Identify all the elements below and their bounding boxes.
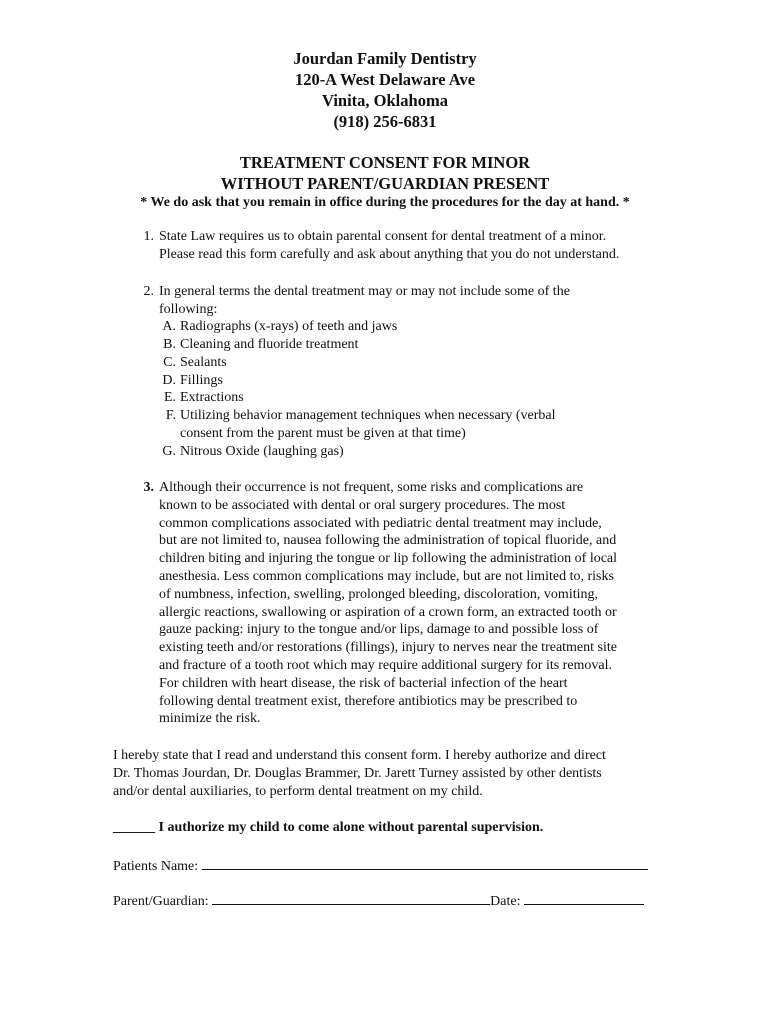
practice-phone: (918) 256-6831 (333, 112, 437, 131)
text-line: anesthesia. Less common complications may include, but are not limited to, risks (159, 568, 614, 584)
guardian-label: Parent/Guardian: (113, 894, 213, 909)
option-letter: B. (163, 337, 176, 352)
text-line: and fracture of a tooth root which may require additional surgery for its removal. (159, 657, 613, 673)
item-text (159, 228, 669, 264)
text-line: consent from the parent must be given at that time) (180, 425, 466, 441)
option-letter: G. (162, 444, 176, 459)
text-line: common complications associated with pediatric dental treatment may include, (159, 515, 602, 531)
practice-street: 120-A West Delaware Ave (294, 70, 476, 89)
item-number: 3. (143, 480, 154, 495)
option-text: Cleaning and fluoride treatment (180, 337, 359, 352)
guardian-date-row (113, 890, 668, 911)
form-title (0, 152, 770, 194)
option-text (180, 407, 660, 443)
text-line: I hereby state that I read and understand this consent form. I hereby authorize and direct (113, 748, 606, 763)
authorize-text: I authorize my child to come alone without parental supervision. (155, 820, 544, 835)
authorize-initial-blank[interactable]: ______ (113, 820, 155, 835)
item-number: 1. (143, 229, 154, 244)
text-line: minimize the risk. (159, 711, 261, 727)
text-line: but are not limited to, nausea following the administration of topical fluoride, and (159, 533, 617, 549)
option-letter: C. (163, 355, 176, 370)
text-line: following: (159, 301, 218, 317)
item-number: 2. (143, 284, 154, 299)
patient-name-field[interactable] (202, 855, 648, 870)
option-text: Extractions (180, 390, 244, 405)
text-line: allergic reactions, swallowing or aspiration of a crown form, an extracted tooth or (159, 604, 617, 620)
text-line: following dental treatment exist, therefore antibiotics may be prescribed to (159, 693, 578, 709)
form-title-line-1: TREATMENT CONSENT FOR MINOR (239, 153, 531, 172)
text-line: For children with heart disease, the risk of bacterial infection of the heart (159, 675, 568, 691)
option-text: Sealants (180, 355, 227, 370)
guardian-signature-field[interactable] (212, 890, 490, 905)
text-line: children biting and injuring the tongue or lip following the administration of local (159, 551, 618, 567)
option-text: Nitrous Oxide (laughing gas) (180, 444, 344, 459)
practice-header (0, 48, 770, 132)
patient-name-row (113, 855, 668, 876)
text-line: of numbness, infection, swelling, prolonged bleeding, discoloration, vomiting, (159, 586, 598, 602)
text-line: Utilizing behavior management techniques when necessary (verbal (180, 408, 556, 423)
date-label: Date: (490, 894, 524, 909)
practice-name: Jourdan Family Dentistry (293, 49, 477, 68)
text-line: existing teeth and/or restorations (fillings), injury to nerves near the treatment site (159, 640, 617, 656)
option-letter: E. (163, 390, 176, 405)
option-text: Fillings (180, 373, 223, 388)
text-line: Dr. Thomas Jourdan, Dr. Douglas Brammer, Dr. Jarett Turney assisted by other dentists (113, 765, 602, 781)
text-line: State Law requires us to obtain parental consent for dental treatment of a minor. (159, 229, 607, 244)
consent-statement (113, 747, 668, 800)
practice-city: Vinita, Oklahoma (322, 91, 448, 110)
option-letter: D. (162, 373, 176, 388)
item-text (159, 479, 669, 728)
office-notice: * We do ask that you remain in office during the procedures for the day at hand. * (140, 195, 630, 210)
patient-name-label: Patients Name: (113, 859, 202, 874)
authorize-alone-line (113, 819, 668, 837)
text-line: In general terms the dental treatment may or may not include some of the (159, 284, 570, 299)
date-field[interactable] (524, 890, 644, 905)
option-letter: F. (165, 408, 176, 423)
option-letter: A. (162, 319, 176, 334)
option-text: Radiographs (x-rays) of teeth and jaws (180, 319, 398, 334)
text-line: gauze packing: injury to the tongue and/or lips, damage to and possible loss of (159, 622, 599, 638)
text-line: and/or dental auxiliaries, to perform dental treatment on my child. (113, 783, 483, 799)
text-line: Please read this form carefully and ask about anything that you do not understand. (159, 246, 620, 262)
item-text (159, 283, 669, 319)
text-line: Although their occurrence is not frequent, some risks and complications are (159, 480, 584, 495)
text-line: known to be associated with dental or oral surgery procedures. The most (159, 497, 566, 513)
form-title-line-2: WITHOUT PARENT/GUARDIAN PRESENT (220, 174, 550, 193)
